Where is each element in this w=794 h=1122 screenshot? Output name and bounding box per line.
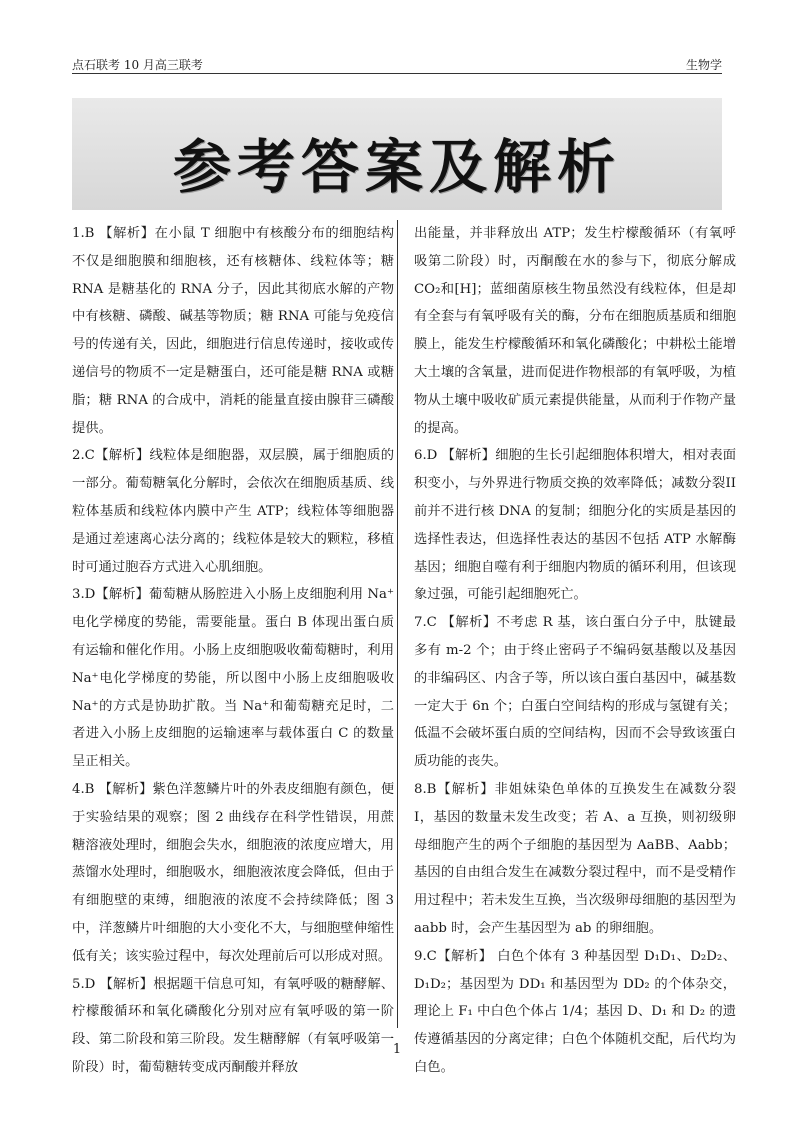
answer-6: 6.D 【解析】细胞的生长引起细胞体积增大，相对表面积变小，与外界进行物质交换的效率降低；减数分裂II前并不进行核 DNA 的复制；细胞分化的实质是基因的选择性表达，但选择性表达的基因不包括 ATP 水解酶基因；细胞自噬有利于细胞内物质的循环利用，但该现象过强，可能引起细胞死亡。 <box>414 448 736 603</box>
answer-8: 8.B【解析】非姐妹染色单体的互换发生在减数分裂 I，基因的数量未发生改变；若 A、a 互换，则初级卵母细胞产生的两个子细胞的基因型为 AaBB、Aabb；基因的自由组合发生在减数分裂过程中，而不是受精作用过程中；若未发生互换，当次级卵母细胞的基因型为 aabb 时，会产生基因型为 ab 的卵细胞。 <box>414 781 736 936</box>
answer-5: 5.D 【解析】根据题干信息可知，有氧呼吸的糖酵解、柠檬酸循环和氧化磷酸化分别对应有氧呼吸的第一阶段、第二阶段和第三阶段。发生糖酵解（有氧呼吸第一阶段）时，葡萄糖转变成丙酮酸并释放 <box>72 976 394 1075</box>
title-banner <box>72 98 722 210</box>
page-header <box>72 56 722 74</box>
answer-4: 4.B 【解析】紫色洋葱鳞片叶的外表皮细胞有颜色，便于实验结果的观察；图 2 曲线存在科学性错误，用蔗糖溶液处理时，细胞会失水，细胞液的浓度应增大，用蒸馏水处理时，细胞吸水，细胞液浓度会降低，但由于有细胞壁的束缚，细胞液的浓度不会持续降低；图 3 中，洋葱鳞片叶细胞的大小变化不大，与细胞壁伸缩性低有关；该实验过程中，每次处理前后可以形成对照。 <box>72 781 394 964</box>
answer-3: 3.D【解析】葡萄糖从肠腔进入小肠上皮细胞利用 Na⁺电化学梯度的势能，需要能量。蛋白 B 体现出蛋白质有运输和催化作用。小肠上皮细胞吸收葡萄糖时，利用 Na⁺电化学梯度的势能，所以图中小肠上皮细胞吸收 Na⁺的方式是协助扩散。当 Na⁺和葡萄糖充足时，二者进入小肠上皮细胞的运输速率与载体蛋白 C 的数量呈正相关。 <box>72 587 394 770</box>
column-divider <box>397 220 398 1028</box>
answer-1: 1.B 【解析】在小鼠 T 细胞中有核酸分布的细胞结构不仅是细胞膜和细胞核，还有核糖体、线粒体等；糖 RNA 是糖基化的 RNA 分子，因此其彻底水解的产物中有核糖、磷酸、碱基等物质；糖 RNA 可能与免疫信号的传递有关，因此，细胞进行信息传递时，接收或传递信号的物质不一定是糖蛋白，还可能是糖 RNA 或糖脂；糖 RNA 的合成中，消耗的能量直接由腺苷三磷酸提供。 <box>72 226 394 436</box>
right-column <box>414 220 736 1082</box>
page-title: 参考答案及解析 <box>172 133 621 201</box>
header-exam-name: 点石联考 10 月高三联考 <box>72 58 203 72</box>
answer-2: 2.C【解析】线粒体是细胞器，双层膜，属于细胞质的一部分。葡萄糖氧化分解时，会依次在细胞质基质、线粒体基质和线粒体内膜中产生 ATP；线粒体等细胞器是通过差速离心法分离的；线粒体是较大的颗粒，移植时可通过胞吞方式进入心肌细胞。 <box>72 448 394 575</box>
header-rule <box>72 73 722 74</box>
answer-7: 7.C 【解析】不考虑 R 基，该白蛋白分子中，肽键最多有 m-2 个；由于终止密码子不编码氨基酸以及基因的非编码区、内含子等，所以该白蛋白基因中，碱基数一定大于 6n 个；白蛋白空间结构的形成与氢键有关；低温不会破坏蛋白质的空间结构，因而不会导致该蛋白质功能的丧失。 <box>414 615 736 770</box>
answer-9: 9.C【解析】 白色个体有 3 种基因型 D₁D₁、D₂D₂、D₁D₂；基因型为 DD₁ 和基因型为 DD₂ 的个体杂交，理论上 F₁ 中白色个体占 1/4；基因 D、D₁ 和 D₂ 的遗传遵循基因的分离定律；白色个体随机交配，后代均为白色。 <box>414 948 736 1075</box>
page-number: 1 <box>392 1042 402 1057</box>
header-subject: 生物学 <box>685 58 722 72</box>
answer-5-continued: 出能量，并非释放出 ATP；发生柠檬酸循环（有氧呼吸第二阶段）时，丙酮酸在水的参与下，彻底分解成 CO₂和[H]；蓝细菌原核生物虽然没有线粒体，但是却有全套与有氧呼吸有关的酶，分布在细胞质基质和细胞膜上，能发生柠檬酸循环和氧化磷酸化；中耕松土能增大土壤的含氧量，进而促进作物根部的有氧呼吸，为植物从土壤中吸收矿质元素提供能量，从而利于作物产量的提高。 <box>414 226 736 436</box>
left-column <box>72 220 394 1082</box>
